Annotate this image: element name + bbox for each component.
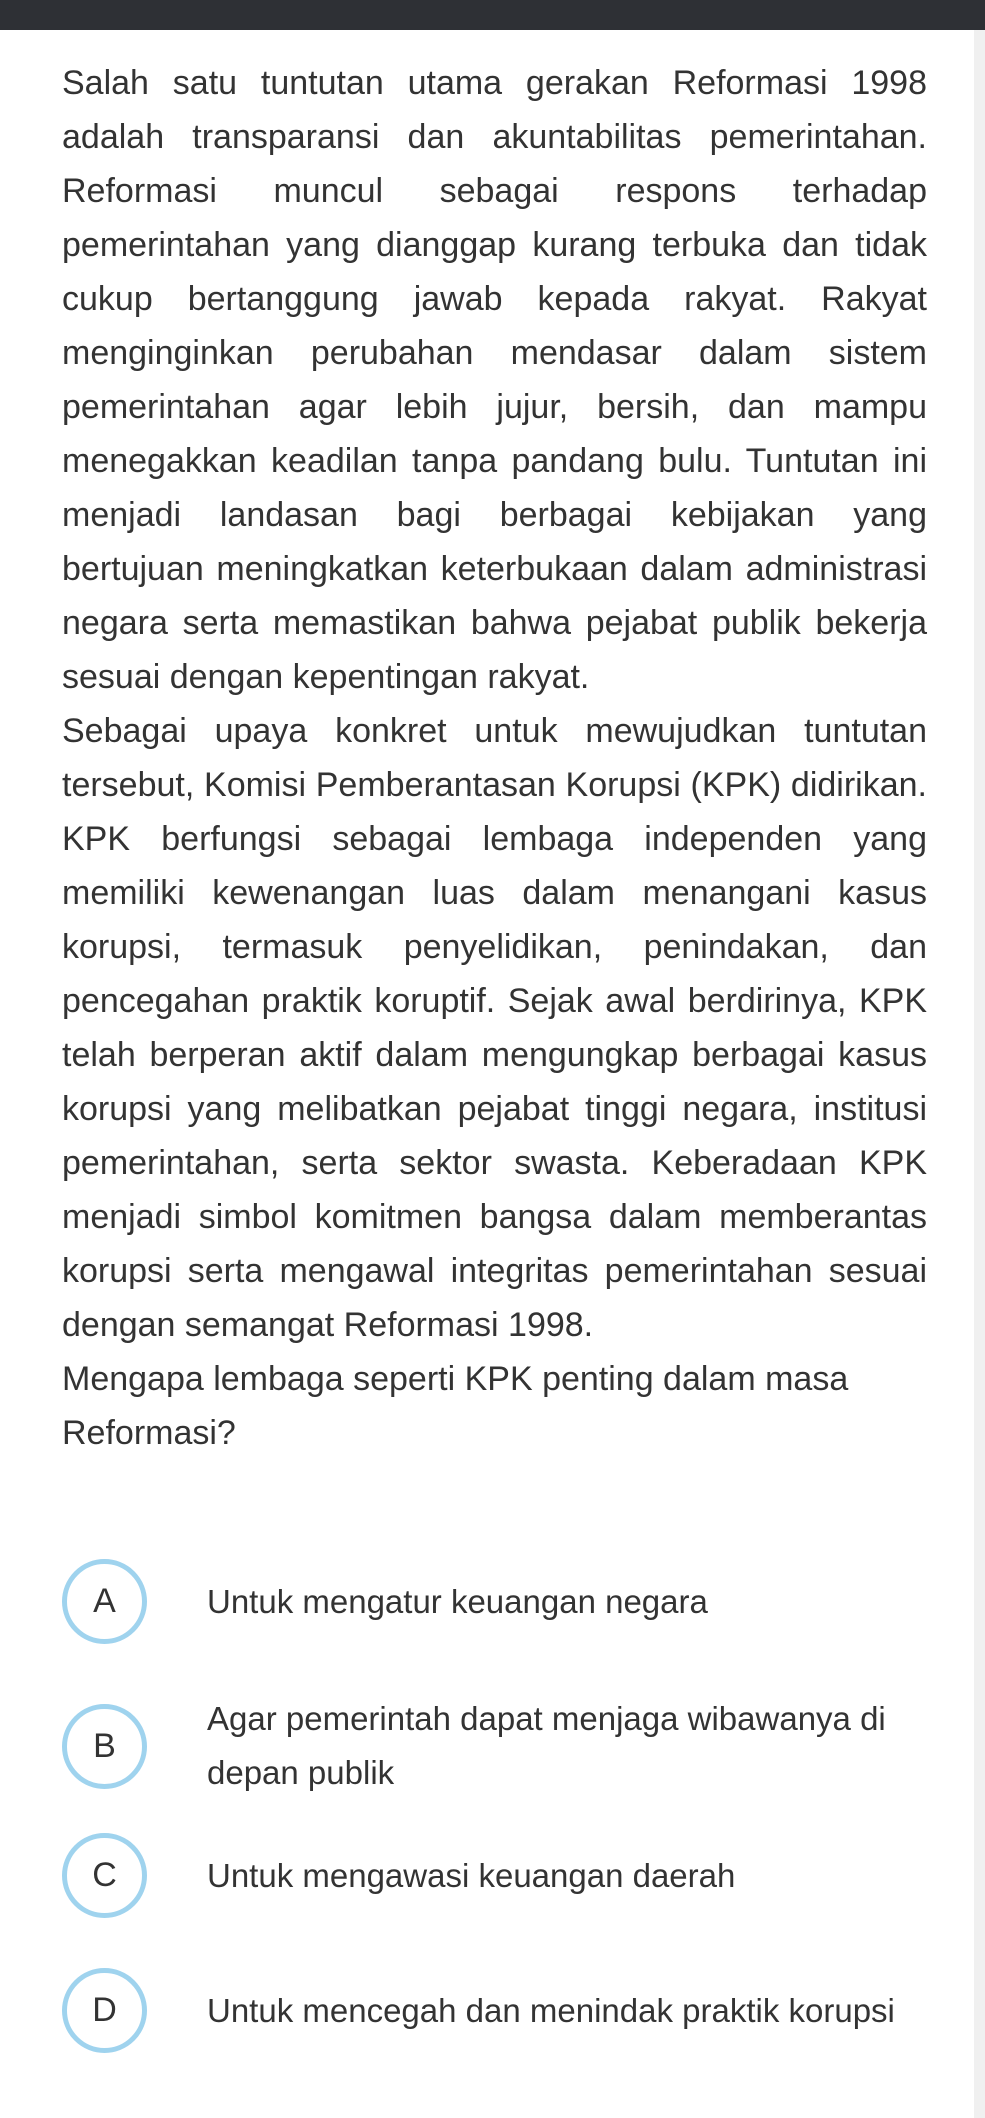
question-content — [62, 56, 927, 1460]
option-b[interactable] — [62, 1692, 927, 1800]
option-b-letter[interactable]: B — [62, 1704, 147, 1789]
option-c-letter[interactable]: C — [62, 1833, 147, 1918]
option-a[interactable] — [62, 1559, 927, 1644]
option-c-text[interactable]: Untuk mengawasi keuangan daerah — [207, 1856, 736, 1894]
scrollbar-track[interactable] — [974, 30, 985, 2118]
top-status-bar — [0, 0, 985, 30]
option-a-letter[interactable]: A — [62, 1559, 147, 1644]
question-text: Mengapa lembaga seperti KPK penting dalam masa Reformasi? — [62, 1360, 849, 1452]
option-a-text[interactable]: Untuk mengatur keuangan negara — [207, 1582, 708, 1620]
option-d-text[interactable]: Untuk mencegah dan menindak praktik korupsi — [207, 1991, 895, 2029]
option-c[interactable] — [62, 1833, 927, 1918]
option-d-letter[interactable]: D — [62, 1968, 147, 2053]
passage-paragraph-1: Salah satu tuntutan utama gerakan Reformasi 1998 adalah transparansi dan akuntabilitas pemerintahan. Reformasi muncul sebagai respons terhadap pemerintahan yang dianggap kurang terbuka dan tidak cukup bertanggung jawab kepada rakyat. Rakyat menginginkan perubahan mendasar dalam sistem pemerintahan agar lebih jujur, bersih, dan mampu menegakkan keadilan tanpa pandang bulu. Tuntutan ini menjadi landasan bagi berbagai kebijakan yang bertujuan meningkatkan keterbukaan dalam administrasi negara serta memastikan bahwa pejabat publik bekerja sesuai dengan kepentingan rakyat. — [62, 64, 927, 696]
option-d[interactable] — [62, 1968, 927, 2053]
option-b-text[interactable]: Agar pemerintah dapat menjaga wibawanya di depan publik — [207, 1700, 886, 1791]
passage-paragraph-2: Sebagai upaya konkret untuk mewujudkan tuntutan tersebut, Komisi Pemberantasan Korupsi (KPK) didirikan. KPK berfungsi sebagai lembaga independen yang memiliki kewenangan luas dalam menangani kasus korupsi, termasuk penyelidikan, penindakan, dan pencegahan praktik koruptif. Sejak awal berdirinya, KPK telah berperan aktif dalam mengungkap berbagai kasus korupsi yang melibatkan pejabat tinggi negara, institusi pemerintahan, serta sektor swasta. Keberadaan KPK menjadi simbol komitmen bangsa dalam memberantas korupsi serta mengawal integritas pemerintahan sesuai dengan semangat Reformasi 1998. — [62, 712, 927, 1344]
